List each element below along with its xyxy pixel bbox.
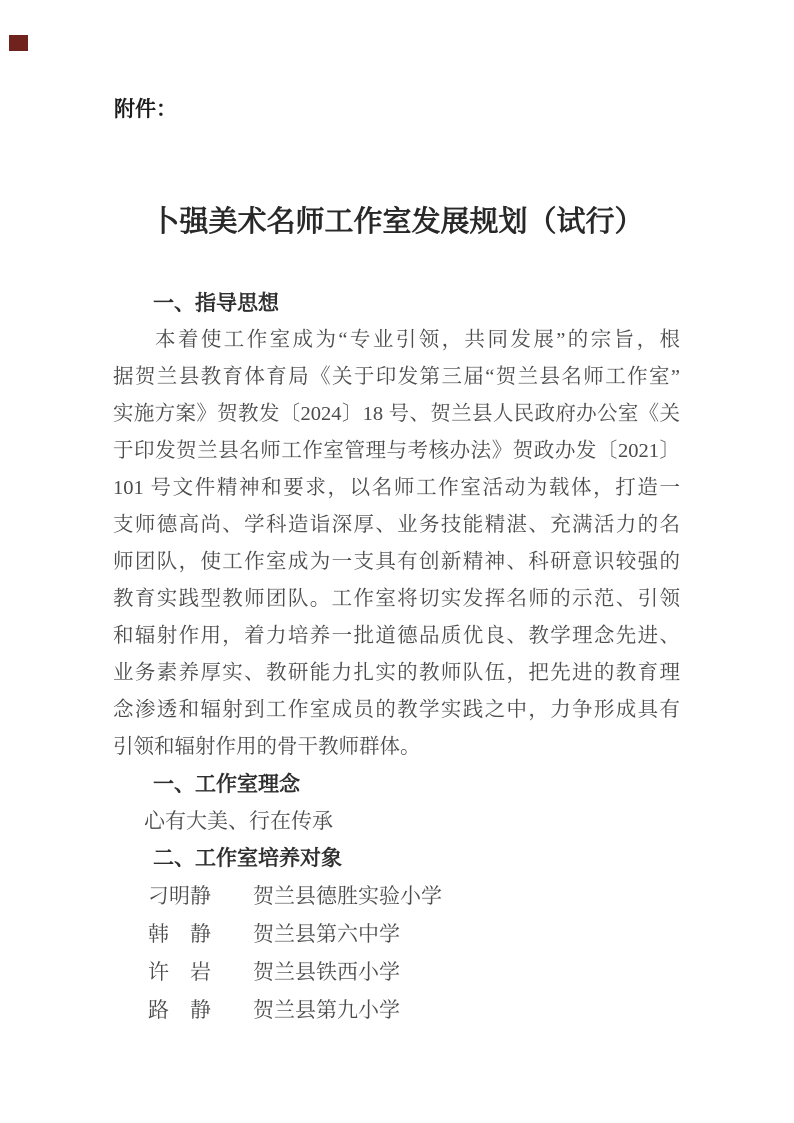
member-name: 路 静 bbox=[148, 998, 211, 1022]
member-row bbox=[113, 991, 680, 1029]
paragraph-line: 师团队，使工作室成为一支具有创新精神、科研意识较强的 bbox=[113, 551, 680, 573]
member-school: 贺兰县第九小学 bbox=[253, 998, 400, 1022]
member-name: 韩 静 bbox=[148, 922, 211, 946]
document-body bbox=[113, 285, 680, 1029]
paragraph-line: 和辐射作用，着力培养一批道德品质优良、教学理念先进、 bbox=[113, 625, 680, 647]
paragraph-line: 实施方案》贺教发〔2024〕18 号、贺兰县人民政府办公室《关 bbox=[113, 403, 680, 425]
paragraph-line: 念渗透和辐射到工作室成员的教学实践之中，力争形成具有 bbox=[113, 699, 680, 721]
section-heading-studio-philosophy: 一、工作室理念 bbox=[153, 773, 300, 796]
paragraph-line: 业务素养厚实、教研能力扎实的教师队伍，把先进的教育理 bbox=[113, 662, 680, 684]
scan-stamp-mark bbox=[9, 35, 28, 51]
member-school: 贺兰县铁西小学 bbox=[253, 960, 400, 984]
member-row bbox=[113, 877, 680, 915]
member-row bbox=[113, 953, 680, 991]
attachment-label: 附件： bbox=[114, 98, 177, 121]
member-name: 刁明静 bbox=[148, 884, 211, 908]
studio-motto: 心有大美、行在传承 bbox=[144, 809, 333, 833]
paragraph-line: 支师德高尚、学科造诣深厚、业务技能精湛、充满活力的名 bbox=[113, 514, 680, 536]
paragraph-line: 教育实践型教师团队。工作室将切实发挥名师的示范、引领 bbox=[113, 588, 680, 610]
member-row bbox=[113, 915, 680, 953]
document-title: 卜强美术名师工作室发展规划（试行） bbox=[150, 206, 644, 238]
paragraph-line: 本着使工作室成为“专业引领，共同发展”的宗旨，根 bbox=[155, 329, 680, 351]
member-school: 贺兰县第六中学 bbox=[253, 922, 400, 946]
member-school: 贺兰县德胜实验小学 bbox=[253, 884, 442, 908]
paragraph-line: 据贺兰县教育体育局《关于印发第三届“贺兰县名师工作室” bbox=[113, 366, 680, 388]
member-name: 许 岩 bbox=[148, 960, 211, 984]
paragraph-line: 101 号文件精神和要求，以名师工作室活动为载体，打造一 bbox=[113, 477, 680, 499]
section-heading-guiding-ideology: 一、指导思想 bbox=[153, 292, 279, 315]
paragraph-line: 于印发贺兰县名师工作室管理与考核办法》贺政办发〔2021〕 bbox=[113, 440, 680, 462]
section-heading-training-targets: 二、工作室培养对象 bbox=[153, 847, 342, 870]
paragraph-line: 引领和辐射作用的骨干教师群体。 bbox=[113, 736, 421, 758]
